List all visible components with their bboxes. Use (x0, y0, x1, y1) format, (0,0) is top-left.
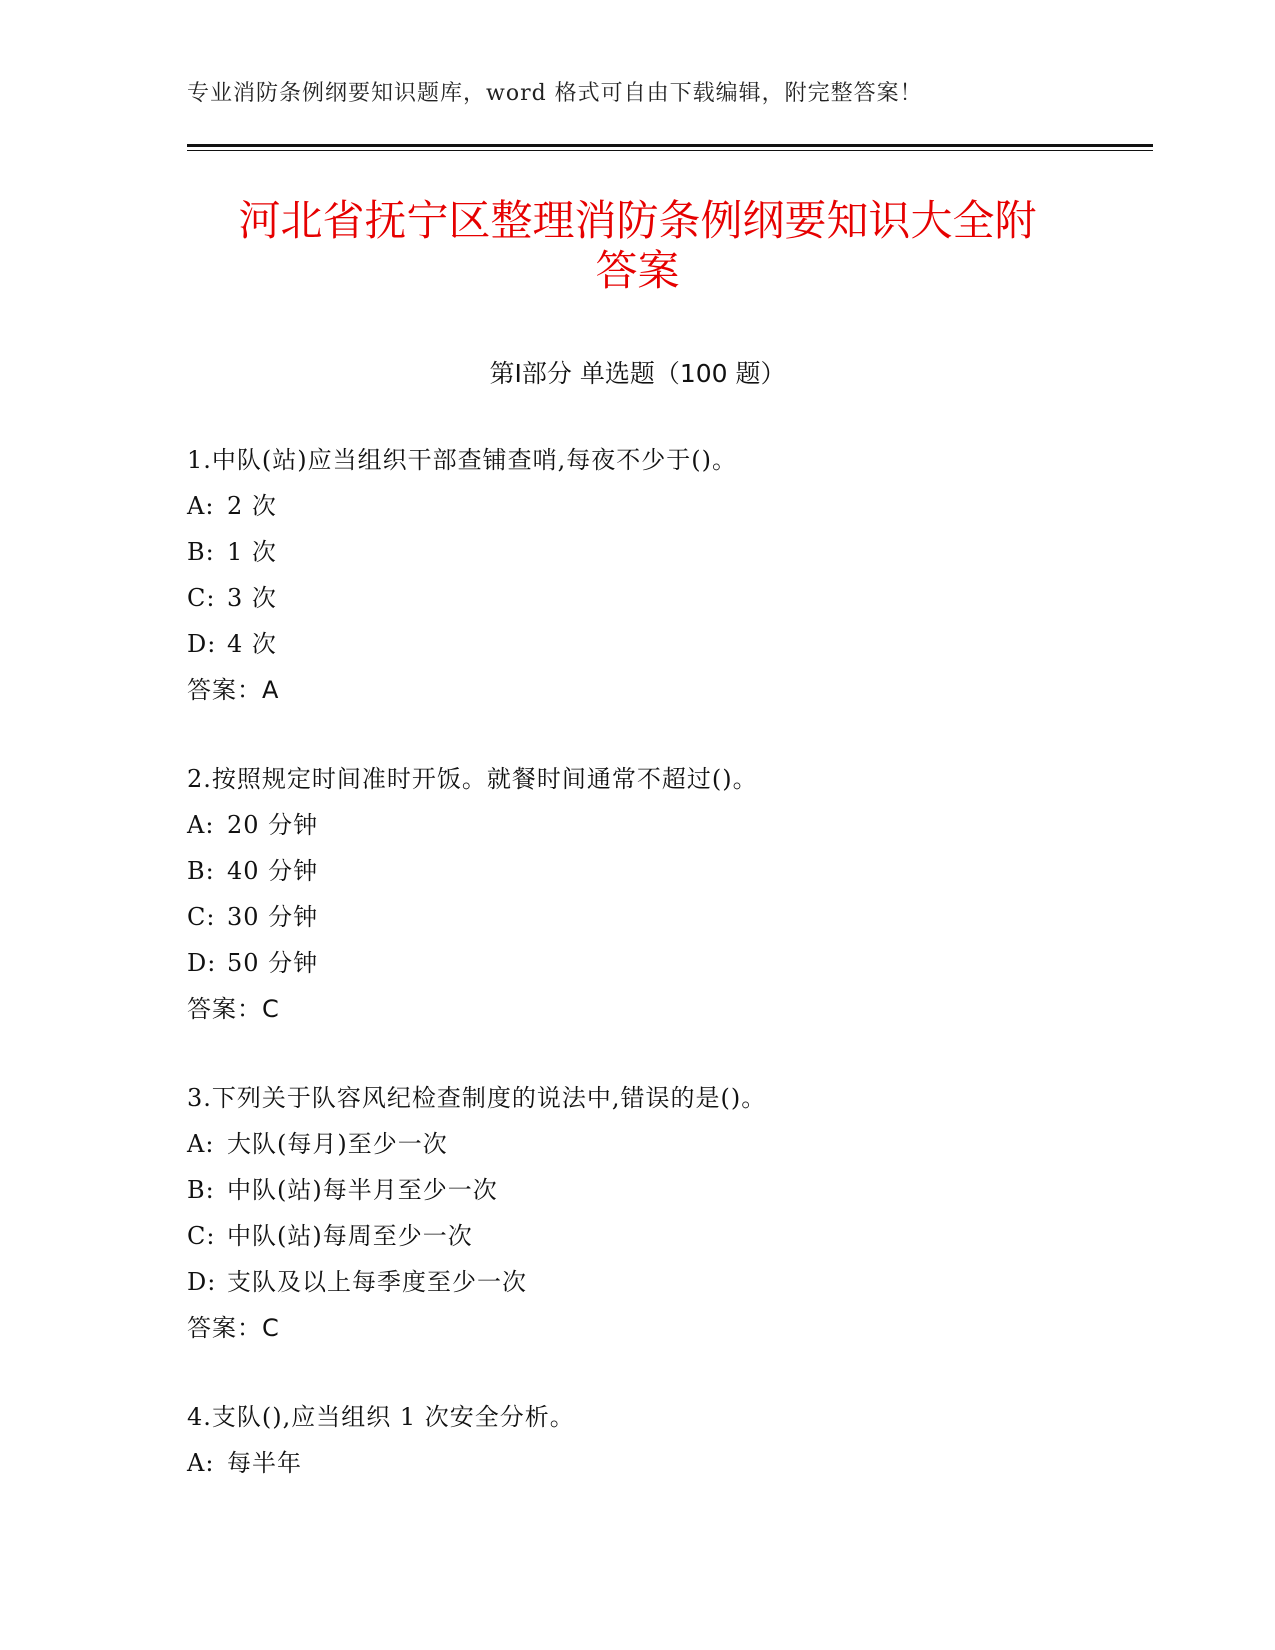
option-letter: D: (187, 630, 217, 658)
header-rule-thick (187, 144, 1153, 147)
option-letter: B: (187, 538, 215, 566)
header-rule-thin (187, 150, 1153, 151)
document-title-line-1: 河北省抚宁区整理消防条例纲要知识大全附 (238, 196, 1037, 245)
header-note: 专业消防条例纲要知识题库，word 格式可自由下载编辑，附完整答案！ (187, 81, 923, 106)
section-heading: 第Ⅰ部分 单选题（100 题） (489, 359, 786, 388)
option-letter: C: (187, 584, 216, 612)
option-text: 3 次 (227, 584, 277, 612)
question-2 (187, 759, 1147, 1035)
option-c (187, 897, 1147, 943)
option-letter: A: (187, 492, 215, 520)
question-3 (187, 1078, 1147, 1354)
option-letter: C: (187, 1222, 216, 1250)
option-letter: A: (187, 811, 215, 839)
question-text: 3.下列关于队容风纪检查制度的说法中,错误的是()。 (187, 1084, 767, 1112)
question-text: 2.按照规定时间准时开饭。就餐时间通常不超过()。 (187, 765, 758, 793)
option-text: 大队(每月)至少一次 (227, 1130, 448, 1158)
option-text: 4 次 (227, 630, 277, 658)
option-text: 中队(站)每半月至少一次 (227, 1176, 498, 1204)
option-a (187, 1443, 1147, 1489)
question-text: 1.中队(站)应当组织干部查铺查哨,每夜不少于()。 (187, 446, 737, 474)
document-title-line-2: 答案 (595, 246, 680, 295)
option-d (187, 624, 1147, 670)
question-1 (187, 440, 1147, 716)
answer-line: 答案：C (187, 995, 280, 1023)
option-a (187, 1124, 1147, 1170)
answer-line: 答案：A (187, 676, 280, 704)
option-text: 50 分钟 (227, 949, 319, 977)
question-text: 4.支队(),应当组织 1 次安全分析。 (187, 1403, 575, 1431)
option-letter: D: (187, 949, 217, 977)
option-b (187, 1170, 1147, 1216)
option-letter: D: (187, 1268, 217, 1296)
option-letter: B: (187, 857, 215, 885)
option-b (187, 532, 1147, 578)
answer-line: 答案：C (187, 1314, 280, 1342)
option-text: 每半年 (227, 1449, 302, 1477)
option-a (187, 805, 1147, 851)
option-text: 1 次 (227, 538, 277, 566)
document-title (160, 196, 1115, 296)
option-c (187, 1216, 1147, 1262)
option-letter: A: (187, 1130, 215, 1158)
option-a (187, 486, 1147, 532)
option-text: 20 分钟 (227, 811, 319, 839)
question-list (187, 440, 1147, 1532)
option-text: 中队(站)每周至少一次 (227, 1222, 473, 1250)
option-d (187, 1262, 1147, 1308)
option-text: 2 次 (227, 492, 277, 520)
option-b (187, 851, 1147, 897)
option-text: 40 分钟 (227, 857, 319, 885)
question-4 (187, 1397, 1147, 1489)
option-c (187, 578, 1147, 624)
option-text: 30 分钟 (227, 903, 319, 931)
option-letter: A: (187, 1449, 215, 1477)
option-d (187, 943, 1147, 989)
option-text: 支队及以上每季度至少一次 (227, 1268, 527, 1296)
option-letter: C: (187, 903, 216, 931)
option-letter: B: (187, 1176, 215, 1204)
